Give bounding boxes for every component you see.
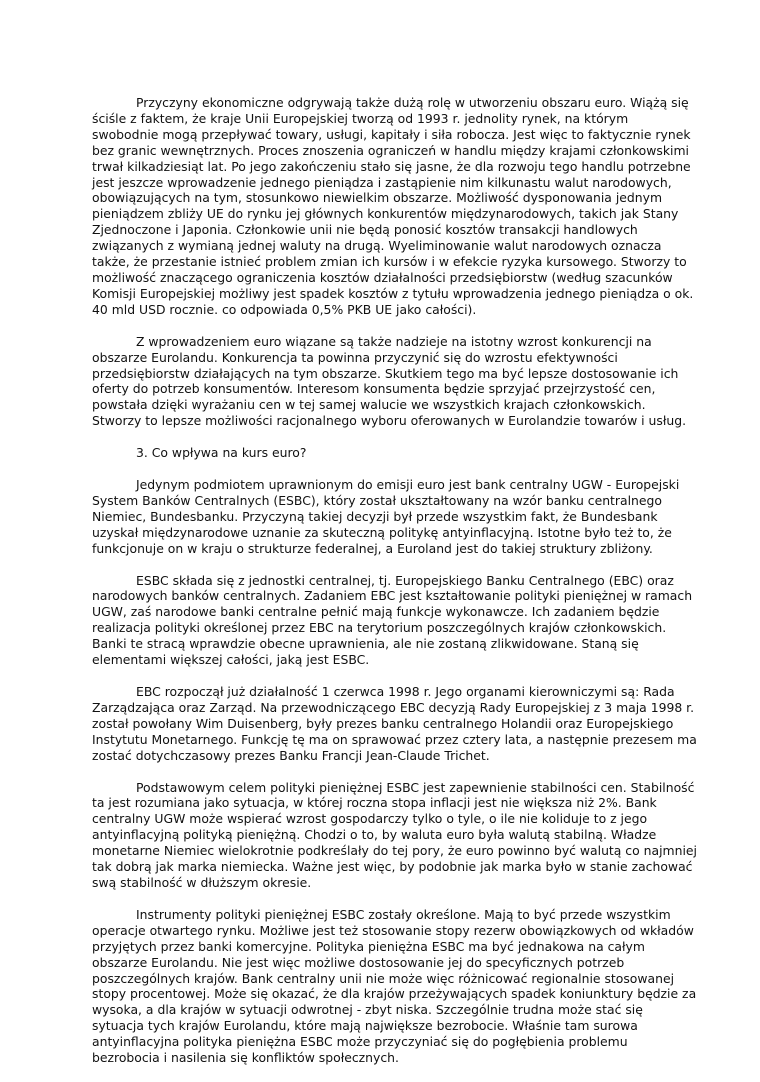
paragraph-price-stability: Podstawowym celem polityki pieniężnej ESBC jest zapewnienie stabilności cen. Stabilność ta jest rozumiana jako sytuacja, w której roczna stopa inflacji jest nie większa niż 2%. Bank centralny UGW może wspierać wzrost gospodarczy tylko o tyle, o ile nie koliduje to z jego antyinflacyjną polityką pieniężną. Chodzi o to, by waluta euro była walutą stabilną. Władze monetarne Niemiec wielokrotnie podkreślały do tej pory, że euro powinno być walutą co najmniej tak dobrą jak marka niemiecka. Ważne jest więc, by podobnie jak marka było w stanie zachować swą stabilność w dłuższym okresie. xyxy=(92,779,697,890)
document-page xyxy=(92,95,698,1082)
paragraph-policy-instruments: Instrumenty polityki pieniężnej ESBC zostały określone. Mają to być przede wszystkim operacje otwartego rynku. Możliwe jest też stosowanie stopy rezerw obowiązkowych od wkładów przyjętych przez banki komercyjne. Polityka pieniężna ESBC ma być jednakowa na całym obszarze Eurolandu. Nie jest więc możliwe dostosowanie jej do specyficznych potrzeb poszczególnych krajów. Bank centralny unii nie może więc różnicować regionalnie stosowanej stopy procentowej. Może się okazać, że dla krajów przeżywających spadek koniunktury będzie za wysoka, a dla krajów w sytuacji odwrotnej - zbyt niska. Szczególnie trudna może stać się sytuacja tych krajów Eurolandu, które mają największe bezrobocie. Właśnie tam surowa antyinflacyjna polityka pieniężna ESBC może przyczyniać się do pogłębienia problemu bezrobocia i nasilenia się konfliktów społecznych. xyxy=(92,906,697,1066)
section-heading: 3. Co wpływa na kurs euro? xyxy=(136,445,307,461)
paragraph-esbc-structure: ESBC składa się z jednostki centralnej, tj. Europejskiego Banku Centralnego (EBC) oraz narodowych banków centralnych. Zadaniem EBC jest kształtowanie polityki pieniężnej w ramach UGW, zaś narodowe banki centralne pełnić mają funkcje wykonawcze. Ich zadaniem będzie realizacja polityki określonej przez EBC na terytorium poszczególnych krajów członkowskich. Banki te stracą wprawdzie obecne uprawnienia, ale nie zostaną zlikwidowane. Staną się elementami większej całości, jaką jest ESBC. xyxy=(92,572,693,668)
paragraph-economic-reasons: Przyczyny ekonomiczne odgrywają także dużą rolę w utworzeniu obszaru euro. Wiążą się ściśle z faktem, że kraje Unii Europejskiej tworzą od 1993 r. jednolity rynek, na którym swobodnie mogą przepływać towary, usługi, kapitały i siła robocza. Jest więc to faktycznie rynek bez granic wewnętrznych. Proces znoszenia ograniczeń w handlu między krajami członkowskimi trwał kilkadziesiąt lat. Po jego zakończeniu stało się jasne, że dla rozwoju tego handlu potrzebne jest jeszcze wprowadzenie jednego pieniądza i zastąpienie nim kilkunastu walut narodowych, obowiązujących na tym, stosunkowo niewielkim obszarze. Możliwość dysponowania jednym pieniądzem zbliży UE do rynku jej głównych konkurentów międzynarodowych, takich jak Stany Zjednoczone i Japonia. Członkowie unii nie będą ponosić kosztów transakcji handlowych związanych z wymianą jednej waluty na drugą. Wyeliminowanie walut narodowych oznacza także, że przestanie istnieć problem zmian ich kursów i w efekcie ryzyka kursowego. Stworzy to możliwość znaczącego ograniczenia kosztów działalności przedsiębiorstw (według szacunków Komisji Europejskiej możliwy jest spadek kosztów z tytułu wprowadzenia jednego pieniądza o ok. 40 mld USD rocznie. co odpowiada 0,5% PKB UE jako całości). xyxy=(92,95,694,317)
paragraph-esbc-issuer: Jedynym podmiotem uprawnionym do emisji euro jest bank centralny UGW - Europejski System Banków Centralnych (ESBC), który został ukształtowany na wzór banku centralnego Niemiec, Bundesbanku. Przyczyną takiej decyzji był przede wszystkim fakt, że Bundesbank uzyskał międzynarodowe uznanie za skuteczną politykę antyinflacyjną. Istotne było też to, że funkcjonuje on w kraju o strukturze federalnej, a Euroland jest do takiej struktury zbliżony. xyxy=(92,477,680,556)
paragraph-ebc-start: EBC rozpoczął już działalność 1 czerwca 1998 r. Jego organami kierowniczymi są: Rada Zarządzająca oraz Zarząd. Na przewodniczącego EBC decyzją Rady Europejskiej z 3 maja 1998 r. został powołany Wim Duisenberg, były prezes banku centralnego Holandii oraz Europejskiego Instytutu Monetarnego. Funkcję tę ma on sprawować przez cztery lata, a następnie prezesem ma zostać dotychczasowy prezes Banku Francji Jean-Claude Trichet. xyxy=(92,684,697,763)
paragraph-competition: Z wprowadzeniem euro wiązane są także nadzieje na istotny wzrost konkurencji na obszarze Eurolandu. Konkurencja ta powinna przyczynić się do wzrostu efektywności przedsiębiorstw działających na tym obszarze. Skutkiem tego ma być lepsze dostosowanie ich oferty do potrzeb konsumentów. Interesom konsumenta będzie sprzyjać przejrzystość cen, powstała dzięki wyrażaniu cen w tej samej walucie we wszystkich krajach członkowskich. Stworzy to lepsze możliwości racjonalnego wyboru oferowanych w Eurolandzie towarów i usług. xyxy=(92,333,687,429)
